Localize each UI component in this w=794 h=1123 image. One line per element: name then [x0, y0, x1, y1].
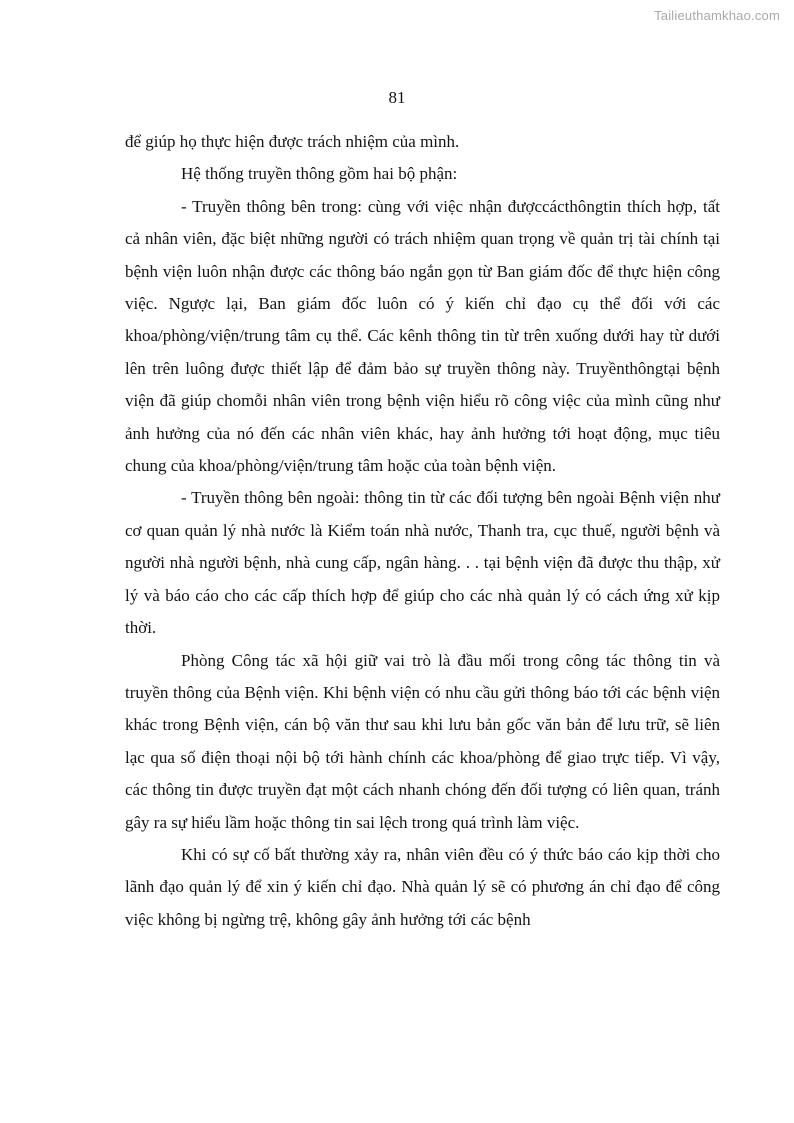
page-number: 81 [388, 88, 406, 107]
paragraph: - Truyền thông bên trong: cùng với việc nhận đượccácthôngtin thích hợp, tất cả nhân viên, đặc biệt những người có trách nhiệm quan trọng về quản trị tài chính tại bệnh viện luôn nhận được các thông báo ngắn gọn từ Ban giám đốc để thực hiện công việc. Ngược lại, Ban giám đốc luôn có ý kiến chỉ đạo cụ thể đối với các khoa/phòng/viện/trung tâm cụ thể. Các kênh thông tin từ trên xuống dưới hay từ dưới lên trên luông được thiết lập để đảm bảo sự truyền thông này. Truyềnthôngtại bệnh viện đã giúp chomỗi nhân viên trong bệnh viện hiểu rõ công việc của mình cũng như ảnh hưởng của nó đến các nhân viên khác, hay ảnh hưởng tới hoạt động, mục tiêu chung của khoa/phòng/viện/trung tâm hoặc của toàn bệnh viện. [125, 196, 720, 476]
paragraph: Khi có sự cố bất thường xảy ra, nhân viên đều có ý thức báo cáo kịp thời cho lãnh đạo quản lý để xin ý kiến chỉ đạo. Nhà quản lý sẽ có phương án chỉ đạo để công việc không bị ngừng trệ, không gây ảnh hưởng tới các bệnh [125, 844, 720, 929]
document-body [125, 126, 720, 936]
paragraph: Phòng Công tác xã hội giữ vai trò là đầu mối trong công tác thông tin và truyền thông của Bệnh viện. Khi bệnh viện có nhu cầu gửi thông báo tới các bệnh viện khác trong Bệnh viện, cán bộ văn thư sau khi lưu bản gốc văn bản để lưu trữ, sẽ liên lạc qua số điện thoại nội bộ tới hành chính các khoa/phòng để giao trực tiếp. Vì vậy, các thông tin được truyền đạt một cách nhanh chóng đến đối tượng có liên quan, tránh gây ra sự hiểu lầm hoặc thông tin sai lệch trong quá trình làm việc. [125, 650, 720, 832]
paragraph-continuation: để giúp họ thực hiện được trách nhiệm của mình. [125, 132, 460, 151]
paragraph: Hệ thống truyền thông gồm hai bộ phận: [181, 164, 458, 184]
watermark: Tailieuthamkhao.com [654, 8, 780, 23]
paragraph: - Truyền thông bên ngoài: thông tin từ các đối tượng bên ngoài Bệnh viện như cơ quan quản lý nhà nước là Kiểm toán nhà nước, Thanh tra, cục thuế, người bệnh và người nhà người bệnh, nhà cung cấp, ngân hàng. . . tại bệnh viện đã được thu thập, xử lý và báo cáo cho các cấp thích hợp để giúp cho các nhà quản lý có cách ứng xử kịp thời. [125, 488, 720, 638]
